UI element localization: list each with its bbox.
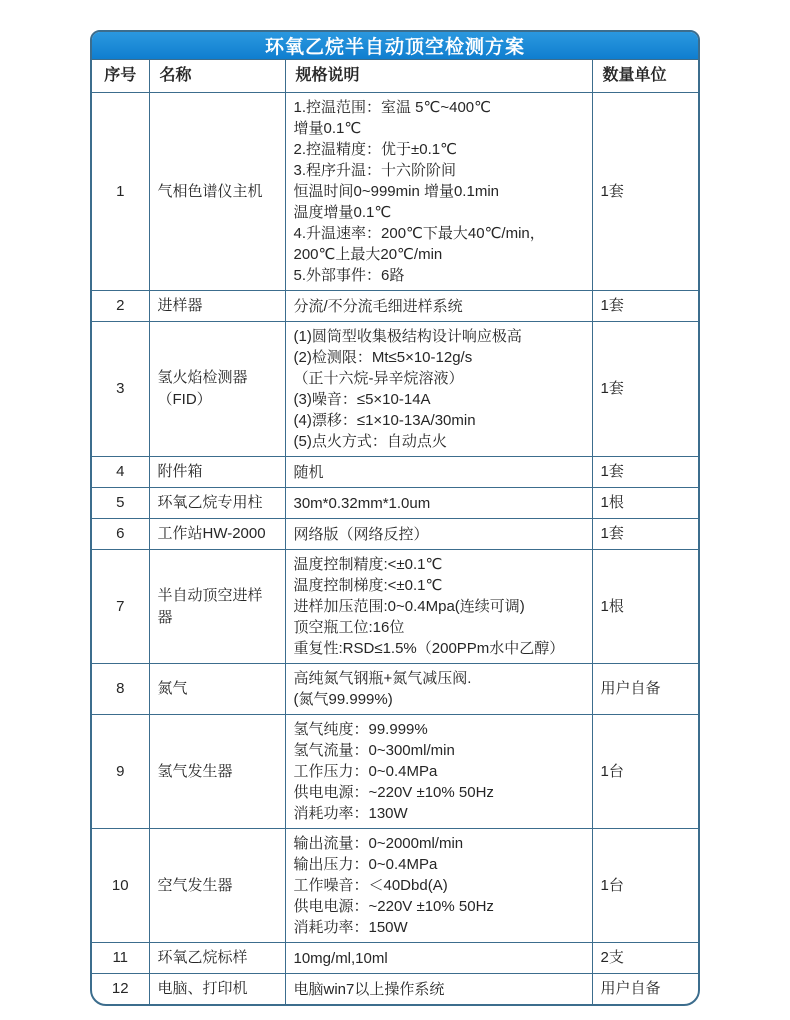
spec-line: 供电电源：~220V ±10% 50Hz xyxy=(293,784,494,801)
cell-index: 9 xyxy=(92,715,149,829)
cell-spec xyxy=(285,974,592,1005)
sheet-title-bar xyxy=(92,32,698,60)
spec-line: 恒温时间0~999min 增量0.1min xyxy=(293,183,499,200)
spec-line: 高纯氮气钢瓶+氮气减压阀. xyxy=(293,670,472,687)
spec-line: 1.控温范围：室温 5℃~400℃ xyxy=(293,99,491,116)
spec-line: 200℃上最大20℃/min xyxy=(293,246,443,263)
cell-qty: 1套 xyxy=(592,93,700,291)
spec-line: (1)圆筒型收集极结构设计响应极高 xyxy=(293,328,522,345)
header-row xyxy=(92,60,700,93)
spec-line: 消耗功率：150W xyxy=(293,919,408,936)
spec-line: 输出压力：0~0.4MPa xyxy=(293,856,438,873)
spec-line: 10mg/ml,10ml xyxy=(293,949,388,967)
spec-line: 消耗功率：130W xyxy=(293,805,408,822)
cell-name: 工作站HW-2000 xyxy=(149,519,285,550)
spec-line: 4.升温速率：200℃下最大40℃/min， xyxy=(293,225,545,242)
spec-sheet-card xyxy=(90,30,700,1006)
cell-name: 进样器 xyxy=(149,291,285,322)
cell-spec xyxy=(285,664,592,715)
cell-index: 3 xyxy=(92,322,149,457)
cell-name: 电脑、打印机 xyxy=(149,974,285,1005)
cell-spec xyxy=(285,457,592,488)
table-row xyxy=(92,93,700,291)
spec-line: 供电电源：~220V ±10% 50Hz xyxy=(293,898,494,915)
spec-line: 5.外部事件：6路 xyxy=(293,267,405,284)
table-row xyxy=(92,488,700,519)
spec-line: 3.程序升温：十六阶阶间 xyxy=(293,162,457,179)
cell-qty: 1套 xyxy=(592,322,700,457)
spec-line: 温度控制精度:<±0.1℃ xyxy=(293,556,443,573)
column-header-name: 名称 xyxy=(149,60,285,93)
column-header-spec: 规格说明 xyxy=(285,60,592,93)
table-row xyxy=(92,457,700,488)
cell-spec xyxy=(285,322,592,457)
cell-spec xyxy=(285,488,592,519)
spec-line: 顶空瓶工位:16位 xyxy=(293,619,405,636)
cell-name: 氢气发生器 xyxy=(149,715,285,829)
spec-line: 氢气纯度：99.999% xyxy=(293,721,428,738)
table-row xyxy=(92,519,700,550)
spec-line: 工作噪音：＜40Dbd(A) xyxy=(293,877,448,894)
spec-line: 随机 xyxy=(293,463,324,481)
spec-line: 30m*0.32mm*1.0um xyxy=(293,494,431,512)
column-header-index: 序号 xyxy=(92,60,149,93)
cell-qty: 1台 xyxy=(592,715,700,829)
sheet-title: 环氧乙烷半自动顶空检测方案 xyxy=(264,37,525,58)
cell-name: 氢火焰检测器（FID） xyxy=(149,322,285,457)
spec-line: 网络版（网络反控） xyxy=(293,525,429,543)
cell-index: 6 xyxy=(92,519,149,550)
column-header-qty: 数量单位 xyxy=(592,60,700,93)
cell-index: 8 xyxy=(92,664,149,715)
cell-spec xyxy=(285,519,592,550)
spec-line: (4)漂移：≤1×10-13A/30min xyxy=(293,412,476,429)
spec-table xyxy=(92,60,700,1004)
cell-spec xyxy=(285,943,592,974)
table-row xyxy=(92,715,700,829)
cell-index: 10 xyxy=(92,829,149,943)
cell-qty: 1套 xyxy=(592,519,700,550)
cell-qty: 2支 xyxy=(592,943,700,974)
spec-line: （正十六烷-异辛烷溶液） xyxy=(293,370,464,387)
spec-line: 温度控制梯度:<±0.1℃ xyxy=(293,577,443,594)
cell-qty: 1根 xyxy=(592,550,700,664)
spec-line: (5)点火方式：自动点火 xyxy=(293,433,447,450)
cell-name: 气相色谱仪主机 xyxy=(149,93,285,291)
table-row xyxy=(92,974,700,1005)
spec-line: 温度增量0.1℃ xyxy=(293,204,392,221)
cell-name: 附件箱 xyxy=(149,457,285,488)
cell-index: 2 xyxy=(92,291,149,322)
cell-spec xyxy=(285,550,592,664)
spec-line: 氢气流量：0~300ml/min xyxy=(293,742,455,759)
table-row xyxy=(92,291,700,322)
cell-name: 半自动顶空进样器 xyxy=(149,550,285,664)
table-row xyxy=(92,664,700,715)
spec-line: (3)噪音：≤5×10-14A xyxy=(293,391,431,408)
cell-qty: 用户自备 xyxy=(592,664,700,715)
spec-line: 进样加压范围:0~0.4Mpa(连续可调) xyxy=(293,598,525,615)
cell-name: 空气发生器 xyxy=(149,829,285,943)
spec-line: 重复性:RSD≤1.5%（200PPm水中乙醇） xyxy=(293,640,565,657)
spec-line: 工作压力：0~0.4MPa xyxy=(293,763,438,780)
cell-qty: 用户自备 xyxy=(592,974,700,1005)
spec-line: (氮气99.999%) xyxy=(293,691,393,708)
table-row xyxy=(92,943,700,974)
table-row xyxy=(92,322,700,457)
cell-spec xyxy=(285,93,592,291)
cell-index: 11 xyxy=(92,943,149,974)
spec-line: 输出流量：0~2000ml/min xyxy=(293,835,464,852)
spec-table-head xyxy=(92,60,700,93)
cell-qty: 1根 xyxy=(592,488,700,519)
spec-table-body xyxy=(92,93,700,1005)
cell-spec xyxy=(285,291,592,322)
cell-qty: 1套 xyxy=(592,291,700,322)
spec-line: (2)检测限：Mt≤5×10-12g/s xyxy=(293,349,473,366)
cell-name: 环氧乙烷标样 xyxy=(149,943,285,974)
cell-qty: 1台 xyxy=(592,829,700,943)
cell-spec xyxy=(285,715,592,829)
cell-index: 4 xyxy=(92,457,149,488)
cell-index: 5 xyxy=(92,488,149,519)
spec-line: 增量0.1℃ xyxy=(293,120,362,137)
cell-index: 12 xyxy=(92,974,149,1005)
table-row xyxy=(92,829,700,943)
cell-spec xyxy=(285,829,592,943)
cell-index: 1 xyxy=(92,93,149,291)
spec-line: 分流/不分流毛细进样系统 xyxy=(293,297,463,315)
cell-name: 氮气 xyxy=(149,664,285,715)
spec-line: 电脑win7以上操作系统 xyxy=(293,980,445,998)
cell-qty: 1套 xyxy=(592,457,700,488)
table-row xyxy=(92,550,700,664)
spec-line: 2.控温精度：优于±0.1℃ xyxy=(293,141,457,158)
cell-name: 环氧乙烷专用柱 xyxy=(149,488,285,519)
cell-index: 7 xyxy=(92,550,149,664)
